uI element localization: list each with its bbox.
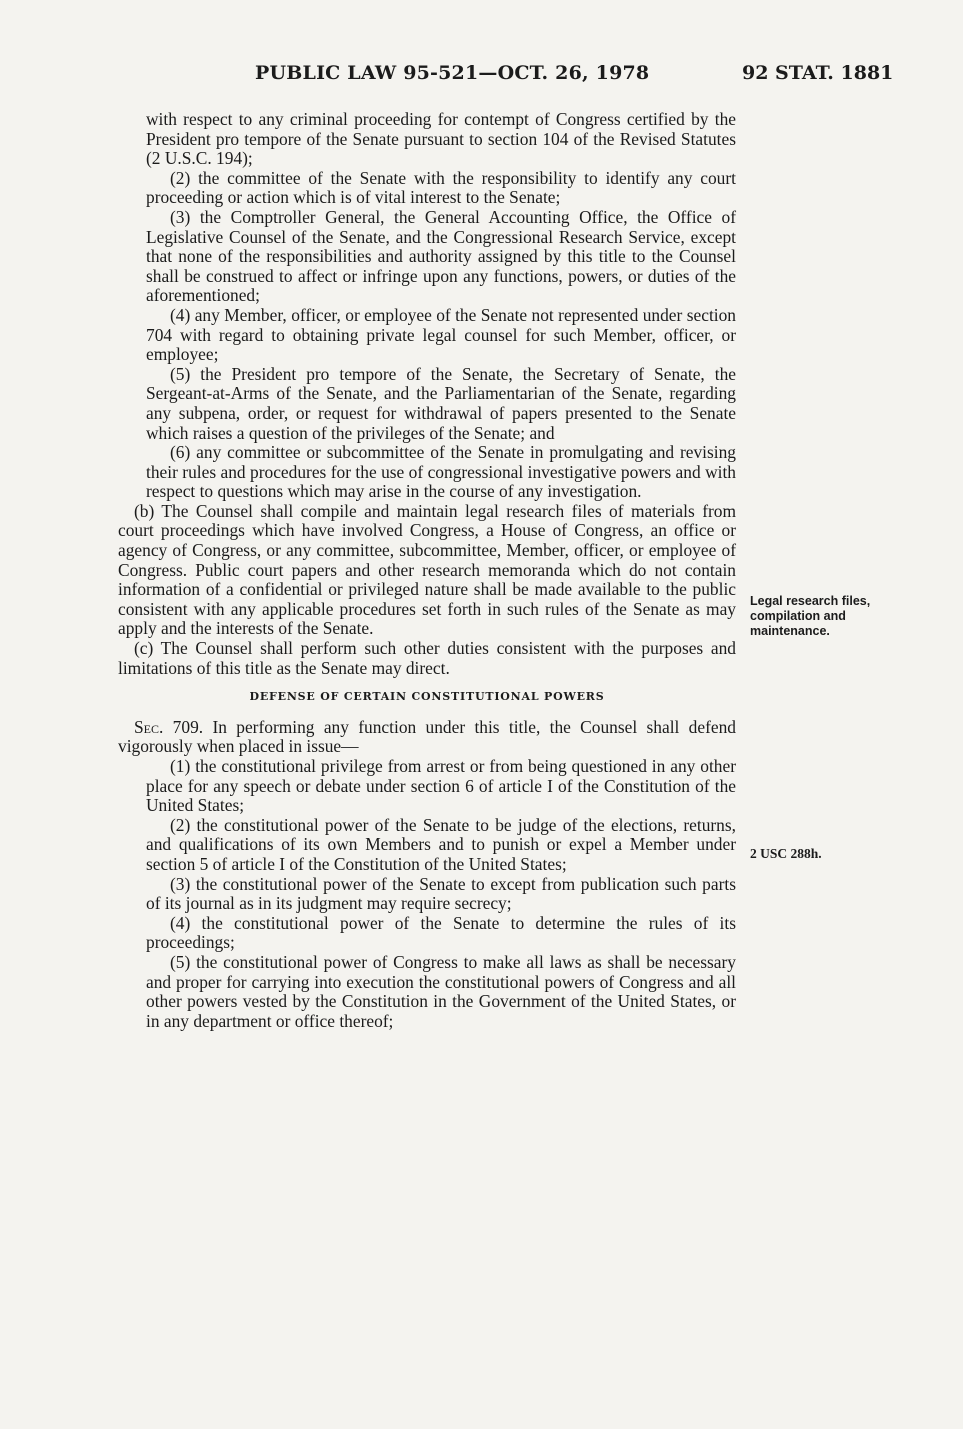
section-709-intro [118, 718, 736, 757]
section-709-item-5: (5) the constitutional power of Congress to make all laws as shall be necessary and proper for carrying into execution the constitutional powers of Congress and all other powers vested by the Constitution in the Government of the United States, or in any department or office thereof; [146, 951, 736, 1031]
paragraph-item-4: (4) any Member, officer, or employee of the Senate not represented under section 704 with regard to obtaining private legal counsel for such Member, officer, or employee; [146, 304, 736, 365]
running-header-title: PUBLIC LAW 95-521—OCT. 26, 1978 [255, 62, 650, 84]
paragraph-b: (b) The Counsel shall compile and maintain legal research files of materials from court proceedings which have involved Congress, a House of Congress, an office or agency of Congress, or any committee, subcommittee, Member, officer, or employee of Congress. Public court papers and other research memoranda which do not contain information of a confidential or privileged nature shall be made available to the public consistent with any applicable procedures set forth in such rules of the Senate as may apply and the interests of the Senate. [118, 500, 736, 639]
section-709-item-4: (4) the constitutional power of the Senate to determine the rules of its proceedings; [146, 912, 736, 953]
margin-note-usc-citation: 2 USC 288h. [750, 846, 822, 861]
paragraph-c: (c) The Counsel shall perform such other duties consistent with the purposes and limitations of this title as the Senate may direct. [118, 638, 736, 678]
section-label: Sec. 709. [134, 716, 204, 737]
paragraph-item-3: (3) the Comptroller General, the General Accounting Office, the Office of Legislative Counsel of the Senate, and the Congressional Research Service, except that none of the responsibilities and authority assigned by this title to the Counsel shall be construed to affect or infringe upon any functions, powers, or duties of the aforementioned; [146, 206, 736, 306]
section-709-item-2: (2) the constitutional power of the Senate to be judge of the elections, returns, and qualifications of its own Members and to punish or expel a Member under section 5 of article I of the Constitution of the United States; [146, 814, 736, 874]
section-heading: DEFENSE OF CERTAIN CONSTITUTIONAL POWERS [249, 690, 605, 704]
paragraph-continued: with respect to any criminal proceeding for contempt of Congress certified by the President pro tempore of the Senate pursuant to section 104 of the Revised Statutes (2 U.S.C. 194); [146, 109, 736, 169]
section-709-text: In performing any function under this title, the Counsel shall defend vigorously when placed in issue— [118, 716, 736, 757]
paragraph-item-6: (6) any committee or subcommittee of the Senate in promulgating and revising their rules and procedures for the use of congressional investigative powers and with respect to questions which may arise in the course of any investigation. [146, 442, 736, 502]
section-709-item-3: (3) the constitutional power of the Senate to except from publication such parts of its journal as in its judgment may require secrecy; [146, 873, 736, 914]
body-text [118, 110, 736, 1031]
paragraph-item-2: (2) the committee of the Senate with the responsibility to identify any court proceeding or action which is of vital interest to the Senate; [146, 167, 736, 208]
margin-note-legal-research: Legal research files, compilation and maintenance. [750, 594, 871, 638]
paragraph-item-5: (5) the President pro tempore of the Senate, the Secretary of Senate, the Sergeant-at-Arms of the Senate, and the Parliamentarian of the Senate, regarding any subpena, order, or request for withdrawal of papers presented to the Senate which raises a question of the privileges of the Senate; and [146, 363, 736, 443]
section-709-item-1: (1) the constitutional privilege from arrest or from being questioned in any other place for any speech or debate under section 6 of article I of the Constitution of the United States; [146, 756, 736, 816]
page-citation: 92 STAT. 1881 [742, 62, 894, 84]
